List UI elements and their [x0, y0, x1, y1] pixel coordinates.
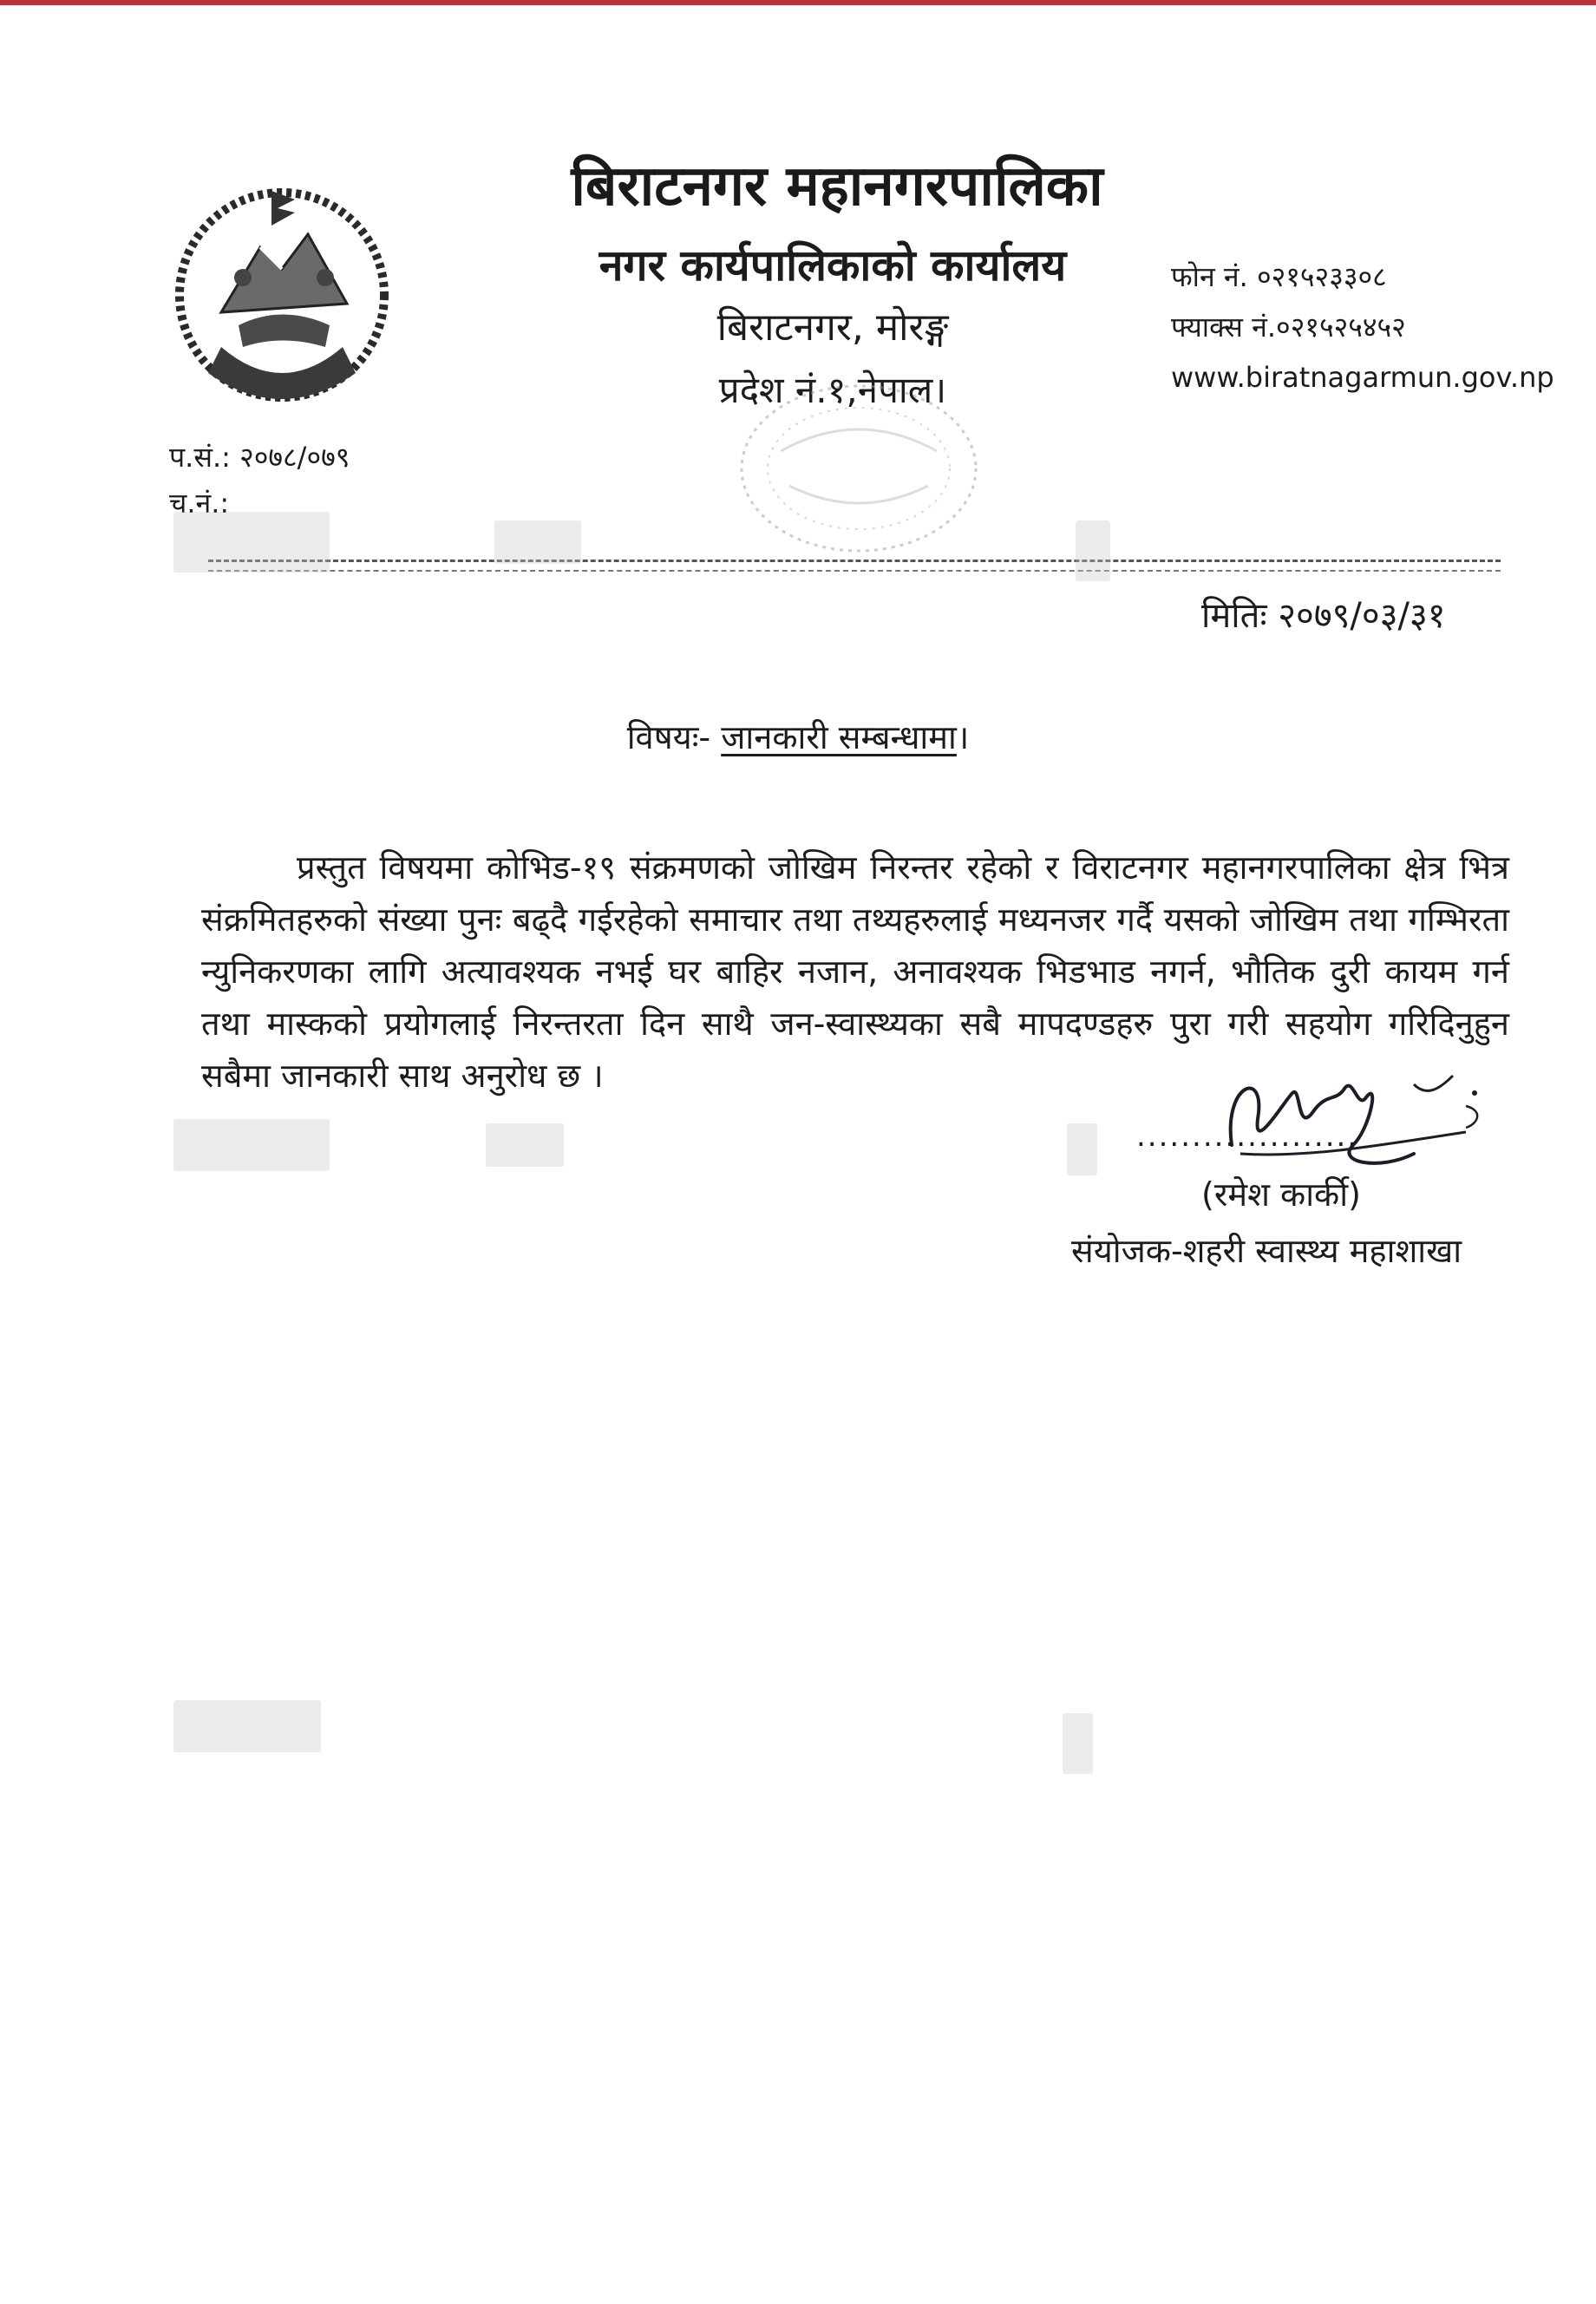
scan-mark — [1067, 1123, 1097, 1175]
scan-mark — [1063, 1713, 1093, 1774]
office-city: बिराटनगर, मोरङ्ग — [716, 305, 949, 350]
fax-number: फ्याक्स नं.०२१५२५४५२ — [1171, 311, 1406, 344]
body-paragraph: प्रस्तुत विषयमा कोभिड-१९ संक्रमणको जोखिम निरन्तर रहेको र विराटनगर महानगरपालिका क्षेत्र भित्र संक्रमितहरुको संख्या पुनः बढ्दै गईरहेको समाचार तथा तथ्यहरुलाई मध्यनजर गर्दै यसको जोखिम तथा गम्भिरता न्युनिकरणका लागि अत्यावश्यक नभई घर बाहिर नजान, अनावश्यक भिडभाड नगर्न, भौतिक दुरी कायम गर्न तथा मास्कको प्रयोगलाई निरन्तरता दिन साथै जन-स्वास्थ्यका सबै मापदण्डहरु पुरा गरी सहयोग गरिदिनुहुन सबैमा जानकारी साथ अनुरोध छ । — [201, 848, 1509, 1095]
reference-number: प.सं.: २०७८/०७९ — [169, 441, 350, 474]
office-province: प्रदेश नं.१,नेपाल। — [718, 369, 947, 411]
signer-name: (रमेश कार्की) — [1201, 1175, 1361, 1214]
contact-block — [1171, 252, 1554, 403]
page-top-edge — [0, 0, 1596, 5]
scan-mark — [1076, 520, 1110, 581]
subject-end-mark: । — [956, 718, 970, 756]
letter-date: मितिः २०७९/०३/३१ — [1201, 596, 1446, 636]
dispatch-number: च.नं.: — [169, 487, 230, 520]
scan-mark — [486, 1123, 564, 1167]
office-subtitle: नगर कार्यपालिकाको कार्यालय — [598, 240, 1067, 291]
office-stamp-icon — [711, 373, 998, 573]
scan-mark — [173, 1119, 330, 1171]
header-divider — [208, 560, 1501, 572]
subject-text: जानकारी सम्बन्धामा — [721, 718, 957, 756]
signer-title: संयोजक-शहरी स्वास्थ्य महाशाखा — [1071, 1232, 1462, 1270]
signature-line: .................... — [1136, 1119, 1359, 1154]
subject-line — [0, 714, 1596, 759]
scan-mark — [494, 520, 581, 564]
phone-number: फोन नं. ०२१५२३३०८ — [1171, 260, 1387, 293]
subject-label: विषयः- — [626, 718, 711, 756]
scan-mark — [173, 1700, 321, 1752]
website-url: www.biratnagarmun.gov.np — [1171, 361, 1554, 394]
office-title: बिराटनगर महानगरपालिका — [571, 154, 1103, 219]
scan-mark — [173, 512, 330, 573]
